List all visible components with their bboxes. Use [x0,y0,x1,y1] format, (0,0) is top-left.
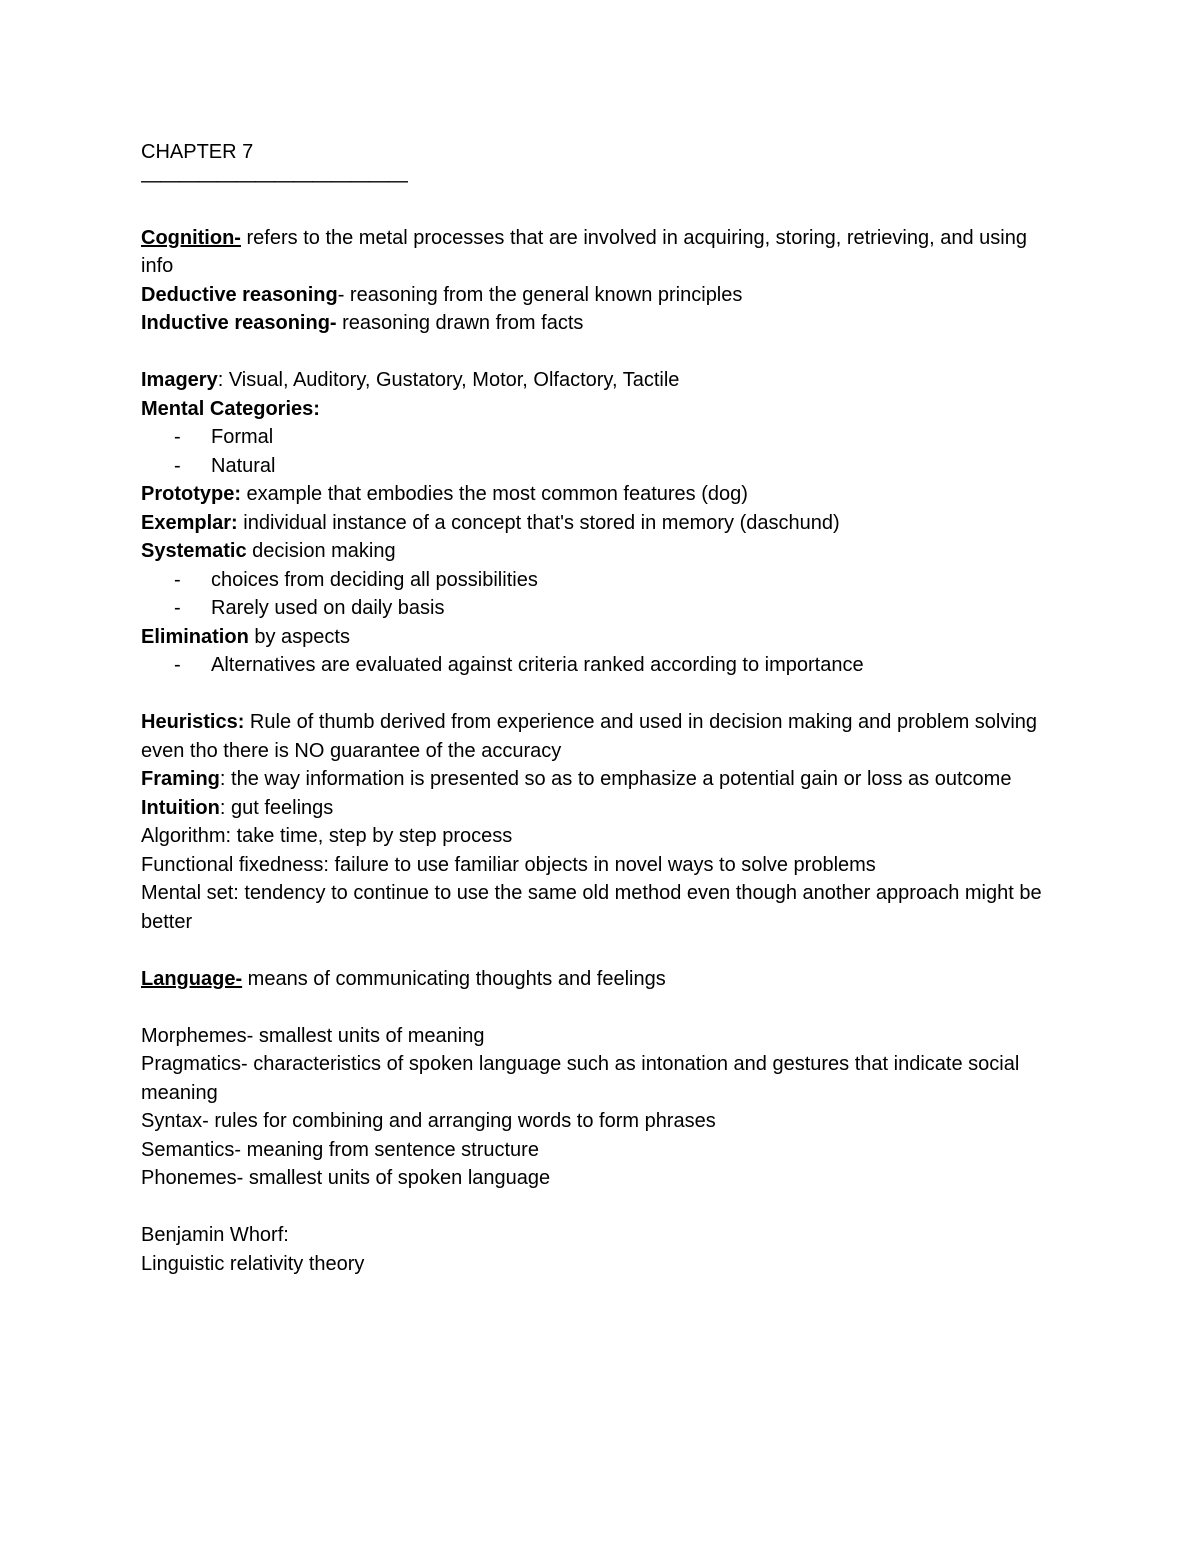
heuristics-term: Heuristics: [141,711,245,733]
whorf-heading: Benjamin Whorf: [141,1224,289,1246]
systematic-text: decision making [246,540,396,562]
prototype-definition [141,480,1061,509]
language-term: Language- [141,967,243,990]
list-item [141,423,1061,452]
list-item [141,566,1061,595]
list-item-text: Alternatives are evaluated against criteria ranked according to importance [211,654,864,676]
intuition-term: Intuition [141,796,220,819]
intuition-text: : gut feelings [219,796,334,819]
list-item [141,452,1061,481]
exemplar-term: Exemplar: [141,511,238,534]
pragmatics-definition: Pragmatics- characteristics of spoken language such as intonation and gestures that indicate social meaning [141,1053,1025,1104]
heuristics-definition [141,708,1061,765]
cognition-term: Cognition- [141,226,241,249]
document-page [141,138,1061,1278]
prototype-text: example that embodies the most common features (dog) [241,483,748,505]
inductive-text: reasoning drawn from facts [336,312,584,334]
framing-definition [141,765,1061,794]
dash-bullet: - [174,654,181,676]
exemplar-definition [141,509,1061,538]
elimination-list [141,651,1061,680]
language-definition [141,965,1061,994]
inductive-definition [141,309,1061,338]
exemplar-text: individual instance of a concept that's stored in memory (daschund) [237,511,840,534]
deductive-definition [141,281,1061,310]
functional-fixedness-definition: Functional fixedness: failure to use familiar objects in novel ways to solve problems [141,853,876,876]
intuition-definition [141,794,1061,823]
framing-text: : the way information is presented so as to emphasize a potential gain or loss as outcome [219,768,1012,790]
spacer [141,1193,1061,1222]
spacer [141,993,1061,1022]
spacer [141,338,1061,367]
imagery-definition [141,366,1061,395]
imagery-term: Imagery [141,369,218,391]
algorithm-definition: Algorithm: take time, step by step process [141,825,513,847]
mental-categories-heading [141,395,1061,424]
heuristics-text: Rule of thumb derived from experience and used in decision making and problem solving even tho there is NO guarantee of the accuracy [141,711,1043,762]
mental-categories-list [141,423,1061,480]
deductive-term: Deductive reasoning [141,283,338,306]
syntax-definition: Syntax- rules for combining and arranging words to form phrases [141,1110,716,1132]
list-item [141,594,1061,623]
elimination-text: by aspects [248,625,350,648]
framing-term: Framing [141,768,220,790]
list-item-text: Natural [211,454,276,477]
dash-bullet: - [174,568,181,591]
mental-set-definition: Mental set: tendency to continue to use the same old method even though another approach might be better [141,882,1048,933]
systematic-term: Systematic [141,540,247,562]
elimination-term: Elimination [141,625,249,648]
dash-bullet: - [174,454,181,477]
systematic-definition [141,537,1061,566]
dash-bullet: - [174,597,181,619]
imagery-text: : Visual, Auditory, Gustatory, Motor, Olfactory, Tactile [217,369,680,391]
spacer [141,680,1061,709]
list-item-text: choices from deciding all possibilities [211,568,538,591]
horizontal-rule-text: —————————————— [141,169,407,192]
deductive-text: - reasoning from the general known principles [337,283,743,306]
phonemes-definition: Phonemes- smallest units of spoken language [141,1167,551,1189]
cognition-text: refers to the metal processes that are involved in acquiring, storing, retrieving, and using info [141,226,1033,277]
spacer [141,936,1061,965]
cognition-definition [141,224,1061,281]
chapter-heading: CHAPTER 7 [141,141,254,163]
linguistic-relativity-line: Linguistic relativity theory [141,1252,365,1275]
list-item-text: Rarely used on daily basis [211,597,445,619]
dash-bullet: - [174,426,181,448]
spacer [141,195,1061,224]
systematic-list [141,566,1061,623]
language-text: means of communicating thoughts and feelings [242,967,666,990]
list-item-text: Formal [211,426,274,448]
mental-categories-term: Mental Categories: [141,397,320,420]
prototype-term: Prototype: [141,483,241,505]
list-item [141,651,1061,680]
morphemes-definition: Morphemes- smallest units of meaning [141,1024,485,1047]
inductive-term: Inductive reasoning- [141,312,337,334]
semantics-definition: Semantics- meaning from sentence structure [141,1138,539,1161]
elimination-definition [141,623,1061,652]
